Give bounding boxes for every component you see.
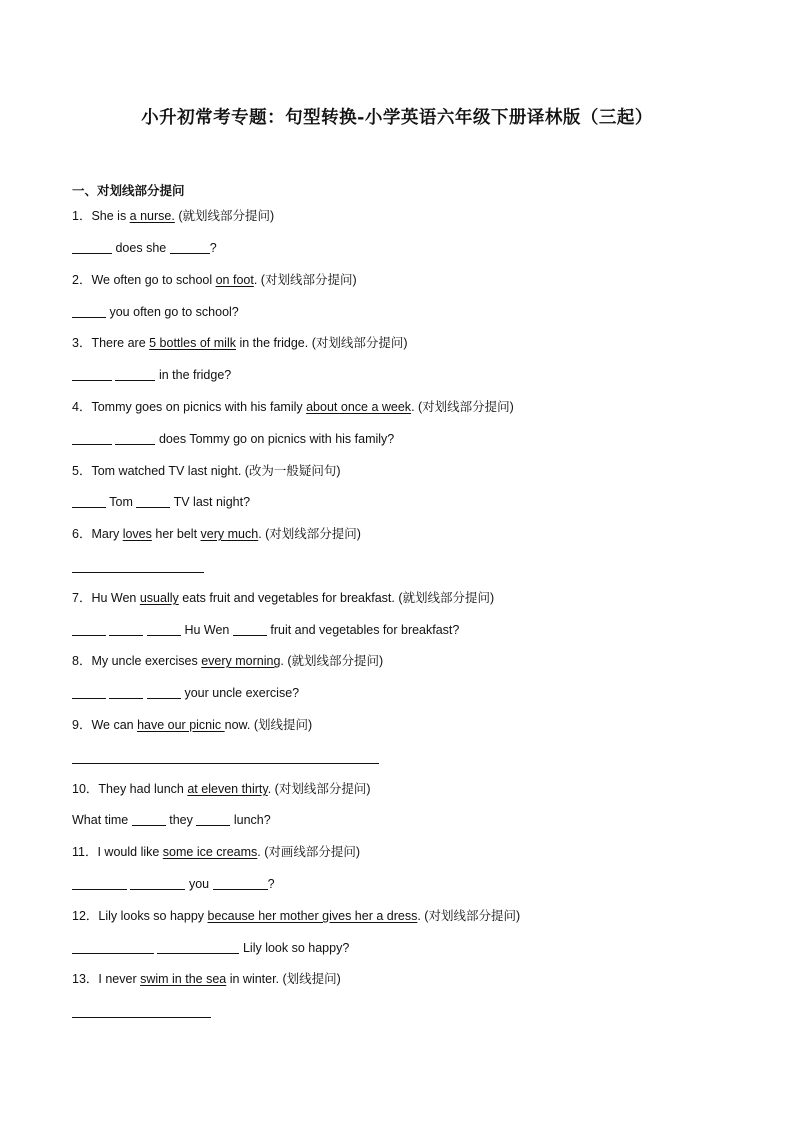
answer-blank[interactable] (72, 305, 106, 318)
answer-blank[interactable] (132, 813, 166, 826)
answer-4: does Tommy go on picnics with his family? (72, 431, 394, 447)
answer-blank[interactable] (72, 686, 106, 699)
question-8: 8．My uncle exercises every morning. (就划线部分提问) (72, 654, 384, 668)
question-4: 4．Tommy goes on picnics with his family about once a week. (对划线部分提问) (72, 400, 514, 414)
answer-blank[interactable] (147, 686, 181, 699)
answer-line-6[interactable] (72, 572, 204, 573)
question-11: 11．I would like some ice creams. (对画线部分提问) (72, 845, 361, 859)
answer-10: What time they lunch? (72, 813, 271, 827)
question-10: 10．They had lunch at eleven thirty. (对划线部分提问) (72, 782, 371, 796)
answer-blank[interactable] (147, 623, 181, 636)
question-9: 9．We can have our picnic now. (划线提问) (72, 718, 313, 732)
answer-line-9[interactable] (72, 763, 379, 764)
answer-8: your uncle exercise? (72, 685, 299, 701)
answer-blank[interactable] (233, 623, 267, 636)
answer-blank[interactable] (130, 877, 185, 890)
answer-blank[interactable] (115, 368, 155, 381)
answer-blank[interactable] (72, 877, 127, 890)
answer-blank[interactable] (109, 623, 143, 636)
answer-blank[interactable] (72, 432, 112, 445)
answer-blank[interactable] (136, 495, 170, 508)
answer-blank[interactable] (72, 623, 106, 636)
answer-blank[interactable] (72, 368, 112, 381)
question-3: 3．There are 5 bottles of milk in the fridge. (对划线部分提问) (72, 336, 408, 350)
answer-blank[interactable] (170, 241, 210, 254)
answer-blank[interactable] (115, 432, 155, 445)
section-heading: 一、对划线部分提问 (72, 184, 185, 198)
answer-blank[interactable] (157, 941, 239, 954)
question-12: 12．Lily looks so happy because her mother gives her a dress. (对划线部分提问) (72, 909, 521, 923)
answer-blank[interactable] (213, 877, 268, 890)
question-7: 7．Hu Wen usually eats fruit and vegetables for breakfast. (就划线部分提问) (72, 591, 495, 605)
answer-blank[interactable] (72, 941, 154, 954)
answer-11: you ? (72, 876, 275, 892)
answer-12: Lily look so happy? (72, 940, 349, 956)
question-2: 2．We often go to school on foot. (对划线部分提问) (72, 273, 357, 287)
answer-7: Hu Wen fruit and vegetables for breakfast? (72, 622, 459, 638)
answer-2: you often go to school? (72, 304, 239, 320)
question-13: 13．I never swim in the sea in winter. (划线提问) (72, 972, 341, 986)
answer-blank[interactable] (72, 495, 106, 508)
answer-blank[interactable] (196, 813, 230, 826)
answer-blank[interactable] (72, 241, 112, 254)
question-6: 6．Mary loves her belt very much. (对划线部分提问) (72, 527, 361, 541)
page-title: 小升初常考专题：句型转换-小学英语六年级下册译林版（三起） (141, 108, 653, 128)
answer-3: in the fridge? (72, 367, 231, 383)
question-5: 5．Tom watched TV last night. (改为一般疑问句) (72, 464, 341, 478)
answer-line-13[interactable] (72, 1017, 211, 1018)
answer-5: Tom TV last night? (72, 494, 250, 510)
answer-1: does she ? (72, 240, 217, 256)
answer-blank[interactable] (109, 686, 143, 699)
question-1: 1．She is a nurse. (就划线部分提问) (72, 209, 275, 223)
